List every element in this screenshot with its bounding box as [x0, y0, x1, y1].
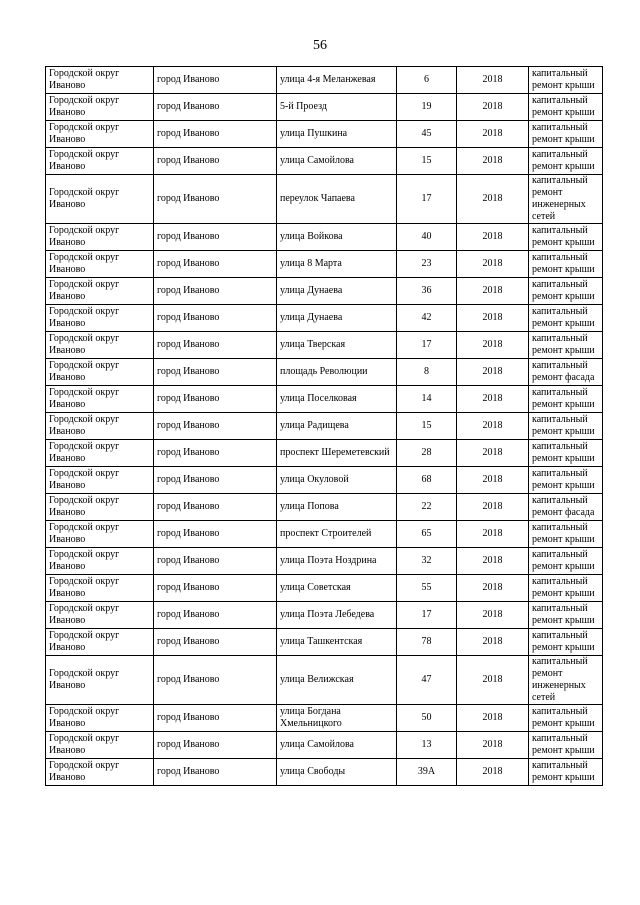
house-number-cell: 45	[397, 121, 457, 148]
work-type-cell: капитальный ремонт крыши	[529, 732, 603, 759]
district-cell: Городской округ Иваново	[46, 121, 154, 148]
year-cell: 2018	[457, 386, 529, 413]
table-row	[46, 629, 603, 656]
city-cell: город Иваново	[154, 148, 277, 175]
street-cell: улица Ташкентская	[277, 629, 397, 656]
street-cell: площадь Революции	[277, 359, 397, 386]
district-cell: Городской округ Иваново	[46, 548, 154, 575]
table-row	[46, 656, 603, 705]
house-number-cell: 40	[397, 224, 457, 251]
work-type-cell: капитальный ремонт крыши	[529, 521, 603, 548]
table-row	[46, 548, 603, 575]
street-cell: улица Поэта Ноздрина	[277, 548, 397, 575]
work-type-cell: капитальный ремонт крыши	[529, 548, 603, 575]
house-number-cell: 68	[397, 467, 457, 494]
district-cell: Городской округ Иваново	[46, 705, 154, 732]
table-row	[46, 602, 603, 629]
table-row	[46, 575, 603, 602]
work-type-cell: капитальный ремонт инженерных сетей	[529, 656, 603, 705]
work-type-cell: капитальный ремонт крыши	[529, 413, 603, 440]
street-cell: улица Тверская	[277, 332, 397, 359]
district-cell: Городской округ Иваново	[46, 521, 154, 548]
street-cell: улица Радищева	[277, 413, 397, 440]
district-cell: Городской округ Иваново	[46, 251, 154, 278]
street-cell: улица Окуловой	[277, 467, 397, 494]
house-number-cell: 39А	[397, 759, 457, 786]
work-type-cell: капитальный ремонт крыши	[529, 332, 603, 359]
city-cell: город Иваново	[154, 121, 277, 148]
table-row	[46, 251, 603, 278]
house-number-cell: 28	[397, 440, 457, 467]
table-row	[46, 278, 603, 305]
district-cell: Городской округ Иваново	[46, 305, 154, 332]
work-type-cell: капитальный ремонт крыши	[529, 94, 603, 121]
year-cell: 2018	[457, 121, 529, 148]
city-cell: город Иваново	[154, 251, 277, 278]
work-type-cell: капитальный ремонт крыши	[529, 575, 603, 602]
city-cell: город Иваново	[154, 413, 277, 440]
house-number-cell: 17	[397, 602, 457, 629]
year-cell: 2018	[457, 521, 529, 548]
year-cell: 2018	[457, 148, 529, 175]
street-cell: улица Богдана Хмельницкого	[277, 705, 397, 732]
table-row	[46, 413, 603, 440]
table-row	[46, 175, 603, 224]
table-row	[46, 494, 603, 521]
city-cell: город Иваново	[154, 386, 277, 413]
city-cell: город Иваново	[154, 94, 277, 121]
table-row	[46, 359, 603, 386]
table-row	[46, 94, 603, 121]
house-number-cell: 6	[397, 67, 457, 94]
work-type-cell: капитальный ремонт крыши	[529, 386, 603, 413]
year-cell: 2018	[457, 413, 529, 440]
house-number-cell: 14	[397, 386, 457, 413]
district-cell: Городской округ Иваново	[46, 656, 154, 705]
city-cell: город Иваново	[154, 759, 277, 786]
district-cell: Городской округ Иваново	[46, 67, 154, 94]
work-type-cell: капитальный ремонт крыши	[529, 251, 603, 278]
city-cell: город Иваново	[154, 705, 277, 732]
work-type-cell: капитальный ремонт крыши	[529, 67, 603, 94]
street-cell: улица Дунаева	[277, 278, 397, 305]
house-number-cell: 78	[397, 629, 457, 656]
street-cell: 5-й Проезд	[277, 94, 397, 121]
year-cell: 2018	[457, 732, 529, 759]
year-cell: 2018	[457, 359, 529, 386]
year-cell: 2018	[457, 67, 529, 94]
house-number-cell: 42	[397, 305, 457, 332]
table-row	[46, 121, 603, 148]
district-cell: Городской округ Иваново	[46, 440, 154, 467]
street-cell: улица Поэта Лебедева	[277, 602, 397, 629]
street-cell: улица Войкова	[277, 224, 397, 251]
house-number-cell: 32	[397, 548, 457, 575]
year-cell: 2018	[457, 467, 529, 494]
table-row	[46, 305, 603, 332]
district-cell: Городской округ Иваново	[46, 602, 154, 629]
table-row	[46, 759, 603, 786]
house-number-cell: 17	[397, 332, 457, 359]
year-cell: 2018	[457, 759, 529, 786]
district-cell: Городской округ Иваново	[46, 224, 154, 251]
table-body	[46, 67, 603, 786]
year-cell: 2018	[457, 629, 529, 656]
year-cell: 2018	[457, 251, 529, 278]
district-cell: Городской округ Иваново	[46, 759, 154, 786]
house-number-cell: 55	[397, 575, 457, 602]
year-cell: 2018	[457, 494, 529, 521]
street-cell: улица Велижская	[277, 656, 397, 705]
year-cell: 2018	[457, 548, 529, 575]
street-cell: улица Самойлова	[277, 732, 397, 759]
table-row	[46, 332, 603, 359]
district-cell: Городской округ Иваново	[46, 359, 154, 386]
year-cell: 2018	[457, 305, 529, 332]
table-row	[46, 67, 603, 94]
year-cell: 2018	[457, 175, 529, 224]
house-number-cell: 15	[397, 148, 457, 175]
street-cell: проспект Строителей	[277, 521, 397, 548]
street-cell: проспект Шереметевский	[277, 440, 397, 467]
table-row	[46, 467, 603, 494]
work-type-cell: капитальный ремонт крыши	[529, 121, 603, 148]
work-type-cell: капитальный ремонт фасада	[529, 494, 603, 521]
district-cell: Городской округ Иваново	[46, 629, 154, 656]
city-cell: город Иваново	[154, 629, 277, 656]
house-number-cell: 36	[397, 278, 457, 305]
street-cell: улица Свободы	[277, 759, 397, 786]
work-type-cell: капитальный ремонт крыши	[529, 305, 603, 332]
city-cell: город Иваново	[154, 602, 277, 629]
district-cell: Городской округ Иваново	[46, 732, 154, 759]
city-cell: город Иваново	[154, 494, 277, 521]
work-type-cell: капитальный ремонт крыши	[529, 759, 603, 786]
city-cell: город Иваново	[154, 67, 277, 94]
district-cell: Городской округ Иваново	[46, 148, 154, 175]
year-cell: 2018	[457, 94, 529, 121]
city-cell: город Иваново	[154, 332, 277, 359]
city-cell: город Иваново	[154, 467, 277, 494]
city-cell: город Иваново	[154, 548, 277, 575]
district-cell: Городской округ Иваново	[46, 575, 154, 602]
street-cell: улица Попова	[277, 494, 397, 521]
repair-program-table	[45, 66, 603, 786]
city-cell: город Иваново	[154, 440, 277, 467]
table-row	[46, 521, 603, 548]
street-cell: улица Самойлова	[277, 148, 397, 175]
house-number-cell: 17	[397, 175, 457, 224]
work-type-cell: капитальный ремонт фасада	[529, 359, 603, 386]
house-number-cell: 15	[397, 413, 457, 440]
year-cell: 2018	[457, 278, 529, 305]
district-cell: Городской округ Иваново	[46, 278, 154, 305]
work-type-cell: капитальный ремонт крыши	[529, 278, 603, 305]
table-row	[46, 148, 603, 175]
table-row	[46, 386, 603, 413]
house-number-cell: 47	[397, 656, 457, 705]
work-type-cell: капитальный ремонт крыши	[529, 148, 603, 175]
city-cell: город Иваново	[154, 359, 277, 386]
work-type-cell: капитальный ремонт крыши	[529, 467, 603, 494]
city-cell: город Иваново	[154, 732, 277, 759]
district-cell: Городской округ Иваново	[46, 494, 154, 521]
district-cell: Городской округ Иваново	[46, 386, 154, 413]
city-cell: город Иваново	[154, 224, 277, 251]
year-cell: 2018	[457, 575, 529, 602]
house-number-cell: 13	[397, 732, 457, 759]
street-cell: улица Советская	[277, 575, 397, 602]
city-cell: город Иваново	[154, 521, 277, 548]
work-type-cell: капитальный ремонт крыши	[529, 602, 603, 629]
city-cell: город Иваново	[154, 305, 277, 332]
city-cell: город Иваново	[154, 656, 277, 705]
district-cell: Городской округ Иваново	[46, 175, 154, 224]
work-type-cell: капитальный ремонт крыши	[529, 629, 603, 656]
house-number-cell: 22	[397, 494, 457, 521]
district-cell: Городской округ Иваново	[46, 413, 154, 440]
city-cell: город Иваново	[154, 575, 277, 602]
street-cell: улица Пушкина	[277, 121, 397, 148]
work-type-cell: капитальный ремонт крыши	[529, 705, 603, 732]
house-number-cell: 19	[397, 94, 457, 121]
work-type-cell: капитальный ремонт крыши	[529, 224, 603, 251]
table-row	[46, 440, 603, 467]
work-type-cell: капитальный ремонт инженерных сетей	[529, 175, 603, 224]
street-cell: улица Дунаева	[277, 305, 397, 332]
table-row	[46, 705, 603, 732]
district-cell: Городской округ Иваново	[46, 94, 154, 121]
year-cell: 2018	[457, 705, 529, 732]
street-cell: улица 8 Марта	[277, 251, 397, 278]
house-number-cell: 8	[397, 359, 457, 386]
work-type-cell: капитальный ремонт крыши	[529, 440, 603, 467]
page-number: 56	[313, 38, 327, 53]
year-cell: 2018	[457, 440, 529, 467]
city-cell: город Иваново	[154, 175, 277, 224]
year-cell: 2018	[457, 602, 529, 629]
house-number-cell: 23	[397, 251, 457, 278]
street-cell: улица Поселковая	[277, 386, 397, 413]
table-row	[46, 732, 603, 759]
house-number-cell: 65	[397, 521, 457, 548]
year-cell: 2018	[457, 332, 529, 359]
table-row	[46, 224, 603, 251]
street-cell: переулок Чапаева	[277, 175, 397, 224]
house-number-cell: 50	[397, 705, 457, 732]
street-cell: улица 4-я Меланжевая	[277, 67, 397, 94]
year-cell: 2018	[457, 224, 529, 251]
district-cell: Городской округ Иваново	[46, 467, 154, 494]
district-cell: Городской округ Иваново	[46, 332, 154, 359]
year-cell: 2018	[457, 656, 529, 705]
city-cell: город Иваново	[154, 278, 277, 305]
